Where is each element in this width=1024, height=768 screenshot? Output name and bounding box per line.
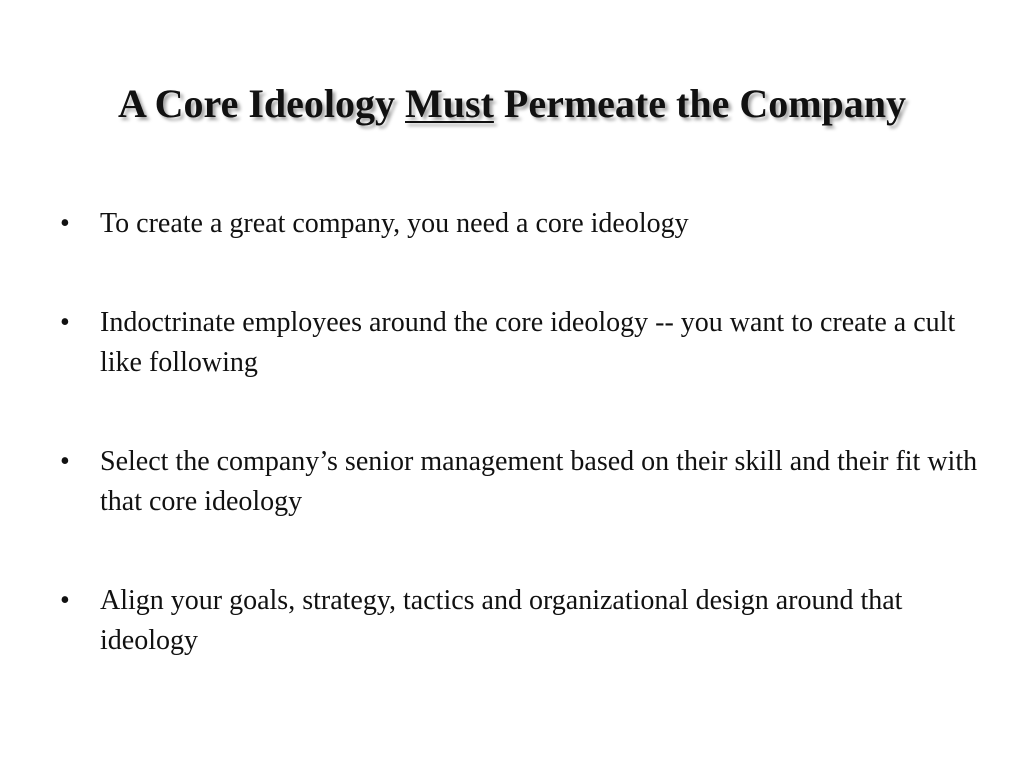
bullet-marker: • (60, 585, 70, 616)
bullet-text: Indoctrinate employees around the core ideology -- you want to create a cult like following (100, 307, 956, 378)
bullet-text: Select the company’s senior management based on their skill and their fit with that core ideology (100, 446, 978, 517)
bullet-text: Align your goals, strategy, tactics and organizational design around that ideology (100, 585, 903, 656)
bullet-marker: • (60, 208, 70, 239)
bullet-item (60, 581, 980, 661)
bullet-item (60, 303, 980, 383)
title-text-after: Permeate the Company (493, 81, 907, 126)
bullet-list (60, 204, 980, 720)
title-text-before: A Core Ideology (117, 81, 406, 126)
bullet-text: To create a great company, you need a core ideology (100, 208, 689, 239)
title-emphasis-must: Must (405, 81, 494, 126)
bullet-item (60, 442, 980, 522)
slide-title (0, 78, 1024, 130)
bullet-item (60, 204, 980, 244)
bullet-marker: • (60, 446, 70, 477)
bullet-marker: • (60, 307, 70, 338)
